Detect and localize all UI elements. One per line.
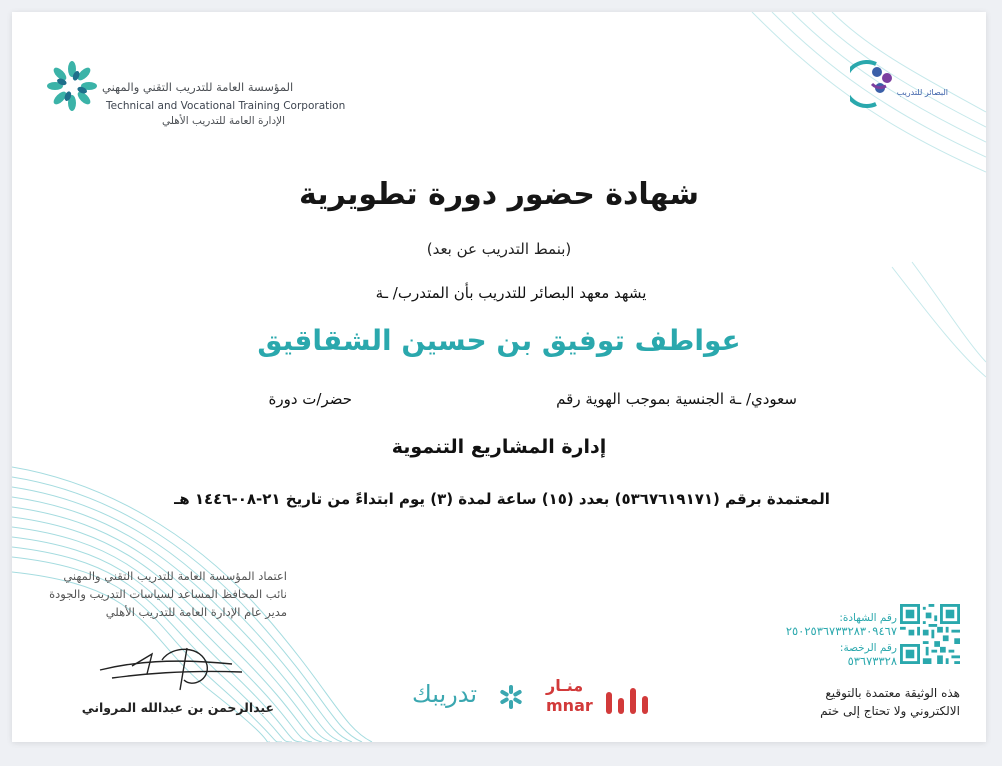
license-number-label: رقم الرخصة: [839,642,897,654]
basair-logo-text: البصائر للتدريب [896,88,948,97]
signatory-line-1: اعتماد المؤسسة العامة للتدريب التقني والمهني [63,569,287,583]
dept-name-ar: الإدارة العامة للتدريب الأهلي [162,115,286,127]
course-name: إدارة المشاريع التنموية [391,436,607,458]
e-signature-note [742,684,960,720]
tadreeb-logo [412,676,532,716]
note-line-1: هذه الوثيقة معتمدة بالتوقيع [825,686,960,700]
mnar-logo-ar: منـار [546,676,584,695]
course-details: المعتمدة برقم (٥٣٦٧٦١٩١٧١) بعدد (١٥) ساعة لمدة (٣) يوم ابتداءً من تاريخ ٢١-٠٨-١٤٤٦ هـ [174,490,830,508]
tadreeb-star-icon [498,684,524,710]
certificate-title: شهادة حضور دورة تطويرية [299,177,699,212]
mnar-emblem-icon [604,684,652,716]
org-name-en: Technical and Vocational Training Corporation [106,100,346,112]
mnar-logo-en: mnar [546,696,593,715]
signatory-titles [42,567,287,621]
verification-info [777,612,897,668]
mnar-logo [540,674,660,720]
signatory-name: عبدالرحمن بن عبدالله المرواني [81,700,274,715]
note-line-2: الالكتروني ولا تحتاج إلى ختم [820,704,960,718]
certificate [12,12,986,742]
basair-emblem-icon [850,58,920,108]
signatory-line-2: نائب المحافظ المساعد لسياسات التدريب والجودة [49,587,287,601]
cert-number-value: ٢٥٠٢٥٣٦٧٣٣٢٨٣٠٩٤٦٧ [785,624,897,638]
handwritten-signature [92,640,252,695]
attended-statement: حضر/ت دورة [268,390,352,408]
tvtc-emblem-icon [44,56,100,120]
nationality-statement: سعودي/ ـة الجنسية بموجب الهوية رقم [556,390,797,408]
basair-logo [850,58,950,118]
tvtc-logo-block [44,52,344,132]
org-name-ar: المؤسسة العامة للتدريب التقني والمهني [102,80,294,94]
cert-number-label: رقم الشهادة: [839,612,897,624]
signatory-line-3: مدير عام الإدارة العامة للتدريب الأهلي [105,605,287,619]
certify-statement: يشهد معهد البصائر للتدريب بأن المتدرب/ ـة [375,284,647,302]
qr-code[interactable] [900,604,960,664]
certificate-subtitle: (بنمط التدريب عن بعد) [426,240,572,258]
license-number-value: ٥٣٦٧٣٣٢٨ [847,654,897,668]
trainee-name: عواطف توفيق بن حسين الشقاقيق [257,324,741,357]
tadreeb-logo-text: تدريبك [412,680,478,708]
